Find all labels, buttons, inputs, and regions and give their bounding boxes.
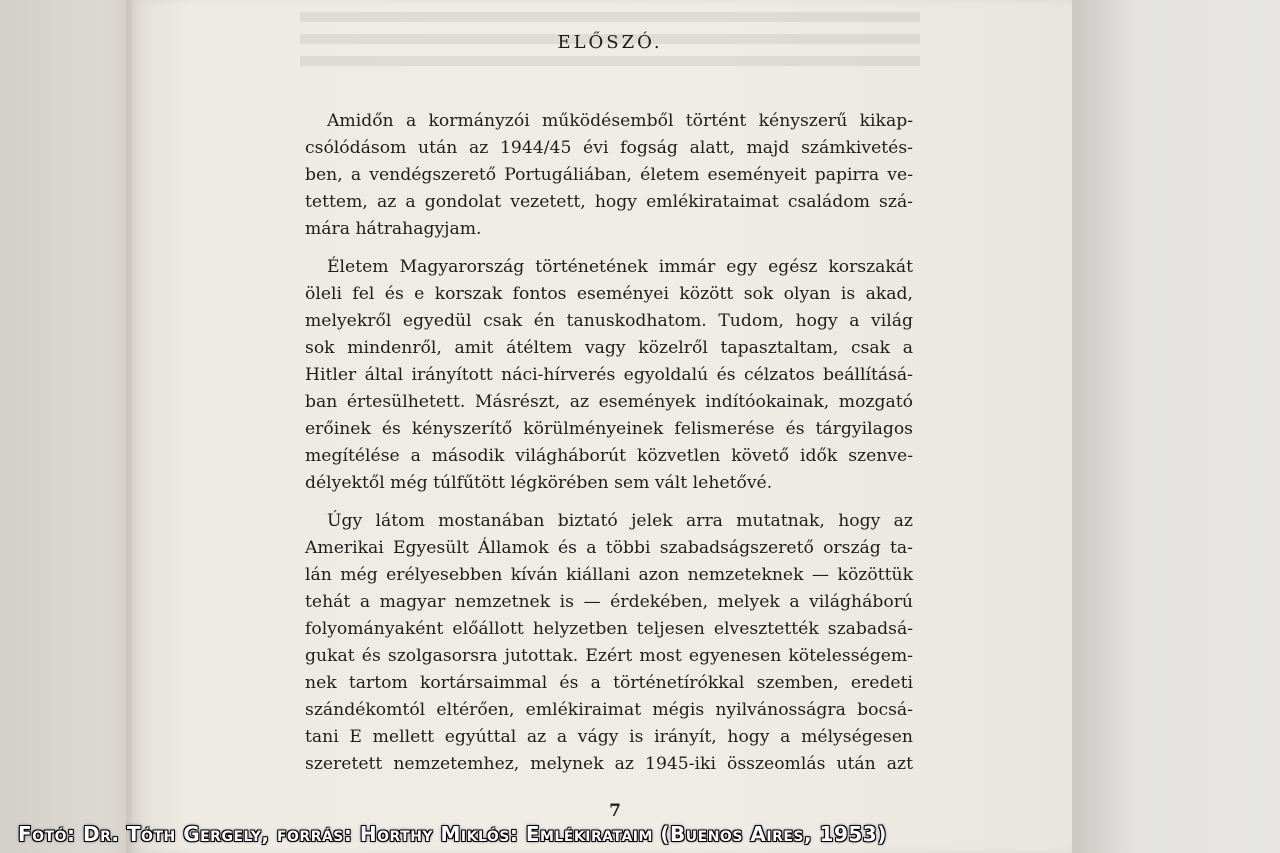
text-line: csólódásom után az 1944/45 évi fogság alatt, majd számkivetés- [305,138,913,158]
text-line: Életem Magyarország történetének immár egy egész korszakát [327,257,913,277]
photo-caption: Fotó: Dr. Tóth Gergely, forrás: Horthy Miklós: Emlékirataim (Buenos Aires, 1953) [18,822,887,846]
paragraph-1 [305,108,913,243]
page-body [305,108,913,789]
text-line: mára hátrahagyjam. [305,219,482,239]
text-line: Amerikai Egyesült Államok és a többi szabadságszerető ország ta- [305,538,913,558]
text-line: tettem, az a gondolat vezetett, hogy emlékirataimat családom szá- [305,192,913,212]
text-line: ben, a vendégszerető Portugáliában, életem eseményeit papirra ve- [305,165,913,185]
text-line: Hitler által irányított náci-hírverés egyoldalú és célzatos beállításá- [305,365,913,385]
background-surface [1072,0,1280,853]
text-line: szeretett nemzetemhez, melynek az 1945-iki összeomlás után azt [305,754,913,774]
paragraph-3 [305,508,913,778]
text-line: melyekről egyedül csak én tanuskodhatom. Tudom, hogy a világ [305,311,913,331]
paragraph-2 [305,254,913,497]
text-line: lán még erélyesebben kíván kiállani azon nemzeteknek — közöttük [305,565,913,585]
text-line: nek tartom kortársaimmal és a történetírókkal szemben, eredeti [305,673,913,693]
text-line: öleli fel és e korszak fontos eseményei között sok olyan is akad, [305,284,913,304]
text-line: szándékomtól eltérően, emlékiraimat mégis nyilvánosságra bocsá- [305,700,913,720]
text-line: megítélése a második világháborút közvetlen követő idők szenve- [305,446,913,466]
text-line: ban értesülhetett. Másrészt, az események indítóokainak, mozgató [305,392,913,412]
page-number: 7 [609,801,621,821]
text-line: gukat és szolgasorsra jutottak. Ezért most egyenesen kötelességem- [305,646,913,666]
page-title: ELŐSZÓ. [557,32,663,53]
text-line: Úgy látom mostanában biztató jelek arra mutatnak, hogy az [327,511,913,531]
text-line: tani E mellett egyúttal az a vágy is irányít, hogy a mélységesen [305,727,913,747]
text-line: folyományaként előállott helyzetben teljesen elvesztették szabadsá- [305,619,913,639]
text-line: Amidőn a kormányzói működésemből történt kényszerű kikap- [327,111,913,131]
text-line: délyektől még túlfűtött légkörében sem vált lehetővé. [305,473,773,493]
text-line: sok mindenről, amit átéltem vagy közelről tapasztaltam, csak a [305,338,913,358]
text-line: erőinek és kényszerítő körülményeinek felismerése és tárgyilagos [305,419,913,439]
text-line: tehát a magyar nemzetnek is — érdekében, melyek a világháború [305,592,913,612]
